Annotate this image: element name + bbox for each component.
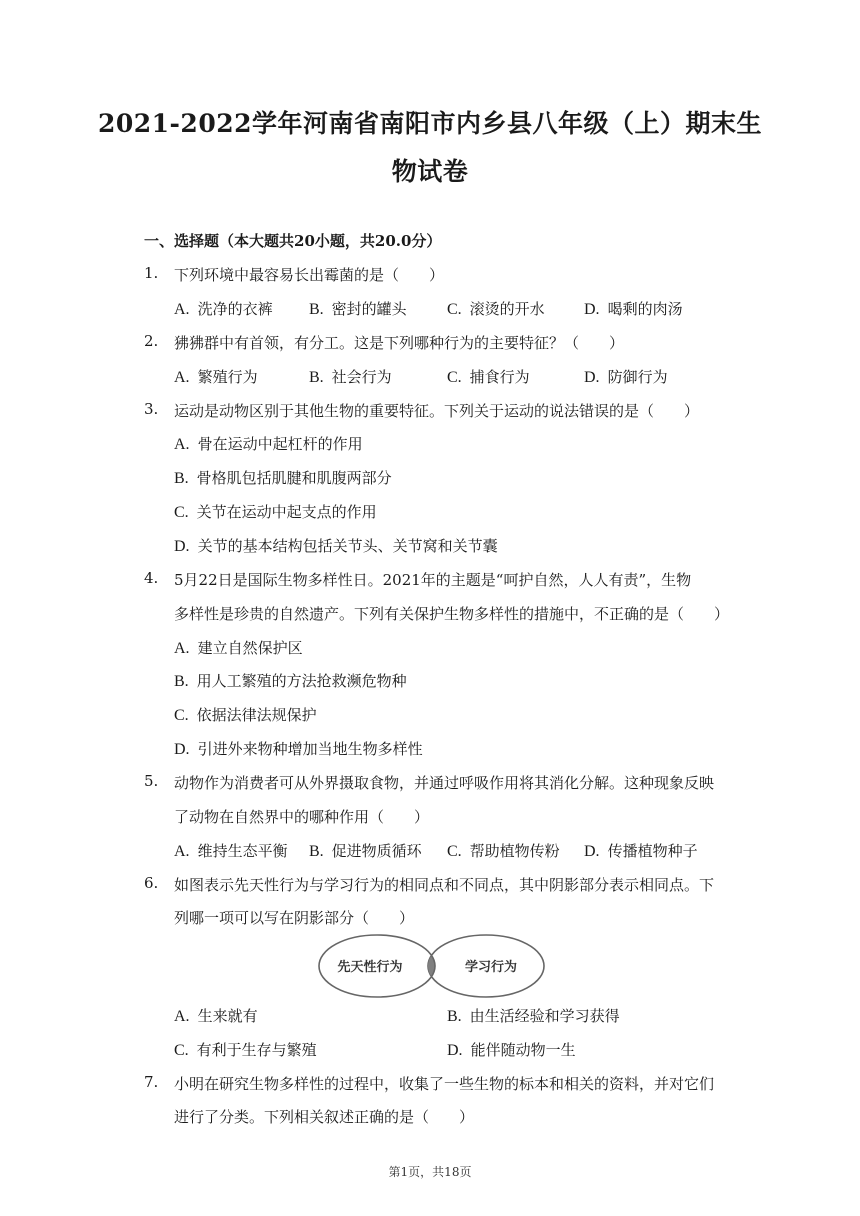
question-number: 6.	[144, 874, 159, 892]
option-a: A. 繁殖行为	[174, 368, 258, 386]
question-number: 7.	[144, 1073, 159, 1091]
question-number: 3.	[144, 400, 159, 418]
question-text: 动物作为消费者可从外界摄取食物，并通过呼吸作用将其消化分解。这种现象反映	[174, 774, 715, 792]
option-a: A. 维持生态平衡	[174, 842, 288, 860]
option-c: C. 滚烫的开水	[447, 300, 545, 318]
option-a: A. 生来就有	[174, 1007, 258, 1025]
question-text: 下列环境中最容易长出霉菌的是（ ）	[174, 266, 445, 284]
question-text: 运动是动物区别于其他生物的重要特征。下列关于运动的说法错误的是（ ）	[174, 402, 700, 420]
option-a: A. 洗净的衣裤	[174, 300, 273, 318]
option-d: D. 能伴随动物一生	[447, 1041, 576, 1059]
title-line-1: 2021-2022学年河南省南阳市内乡县八年级（上）期末生	[97, 109, 763, 138]
question-text: 狒狒群中有首领，有分工。这是下列哪种行为的主要特征？（ ）	[174, 334, 625, 352]
question-text: 多样性是珍贵的自然遗产。下列有关保护生物多样性的措施中，不正确的是（ ）	[174, 605, 730, 623]
option-c: C. 有利于生存与繁殖	[174, 1041, 317, 1059]
venn-diagram	[316, 932, 548, 1002]
page-footer: 第1页，共18页	[388, 1165, 472, 1179]
option-d: D. 引进外来物种增加当地生物多样性	[174, 740, 423, 758]
option-c: C. 关节在运动中起支点的作用	[174, 503, 377, 521]
option-a: A. 骨在运动中起杠杆的作用	[174, 435, 363, 453]
option-d: D. 喝剩的肉汤	[584, 300, 683, 318]
option-c: C. 捕食行为	[447, 368, 530, 386]
option-b: B. 骨格肌包括肌腱和肌腹两部分	[174, 469, 392, 487]
question-text: 5月22日是国际生物多样性日。2021年的主题是“呵护自然，人人有责”，生物	[174, 571, 692, 589]
option-b: B. 密封的罐头	[309, 300, 407, 318]
section-header: 一、选择题（本大题共20小题，共20.0分）	[144, 232, 442, 250]
option-b: B. 由生活经验和学习获得	[447, 1007, 620, 1025]
option-d: D. 传播植物种子	[584, 842, 698, 860]
option-c: C. 依据法律法规保护	[174, 706, 317, 724]
option-c: C. 帮助植物传粉	[447, 842, 560, 860]
question-number: 4.	[144, 569, 159, 587]
question-number: 5.	[144, 772, 159, 790]
question-number: 1.	[144, 264, 159, 282]
option-d: D. 关节的基本结构包括关节头、关节窝和关节囊	[174, 537, 498, 555]
option-b: B. 社会行为	[309, 368, 392, 386]
question-text: 了动物在自然界中的哪种作用（ ）	[174, 808, 430, 826]
option-b: B. 促进物质循环	[309, 842, 422, 860]
question-text: 如图表示先天性行为与学习行为的相同点和不同点，其中阴影部分表示相同点。下	[174, 876, 715, 894]
option-d: D. 防御行为	[584, 368, 668, 386]
question-text: 小明在研究生物多样性的过程中，收集了一些生物的标本和相关的资料，并对它们	[174, 1075, 715, 1093]
title-line-2: 物试卷	[391, 157, 469, 186]
question-text: 进行了分类。下列相关叙述正确的是（ ）	[174, 1108, 475, 1126]
question-text: 列哪一项可以写在阴影部分（ ）	[174, 909, 415, 927]
option-b: B. 用人工繁殖的方法抢救濒危物种	[174, 672, 407, 690]
option-a: A. 建立自然保护区	[174, 639, 303, 657]
venn-right-label: 学习行为	[464, 960, 518, 975]
venn-left-label: 先天性行为	[337, 960, 403, 975]
question-number: 2.	[144, 332, 159, 350]
